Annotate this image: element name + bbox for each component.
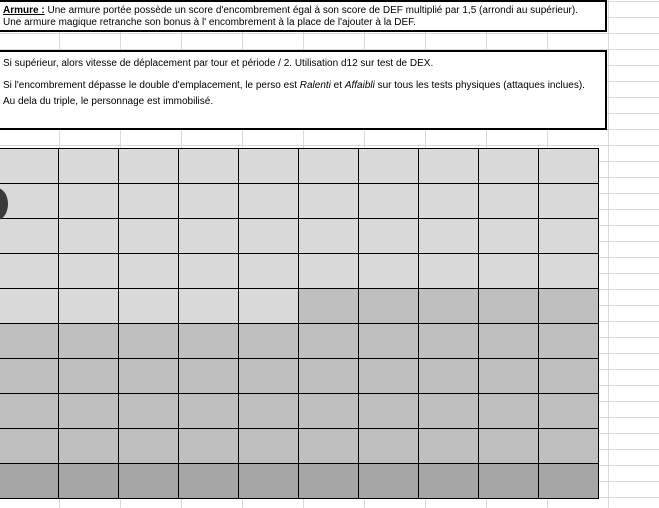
grid-cell[interactable] [119,429,179,464]
grid-cell[interactable] [119,254,179,289]
grid-cell[interactable] [119,219,179,254]
grid-cell[interactable] [359,289,419,324]
grid-cell[interactable] [299,429,359,464]
grid-cell[interactable] [59,464,119,499]
rule-double-text-c: sur tous les tests physiques (attaques inclues). [374,80,585,91]
grid-cell[interactable] [179,289,239,324]
grid-cell[interactable] [299,394,359,429]
grid-cell[interactable] [419,429,479,464]
encumbrance-rules-box[interactable] [0,50,607,130]
armor-line-1 [3,5,602,17]
armor-note-box[interactable] [0,0,607,32]
grid-cell[interactable] [479,254,539,289]
grid-cell[interactable] [479,429,539,464]
grid-cell[interactable] [239,184,299,219]
grid-cell[interactable] [539,324,599,359]
grid-cell[interactable] [299,219,359,254]
armor-label: Armure : [3,5,45,16]
grid-cell[interactable] [0,324,59,359]
grid-cell[interactable] [359,324,419,359]
grid-cell[interactable] [539,254,599,289]
rule-ralenti: Ralenti [299,80,331,91]
grid-cell[interactable] [119,289,179,324]
grid-cell[interactable] [419,219,479,254]
grid-cell[interactable] [479,184,539,219]
grid-cell[interactable] [179,219,239,254]
grid-cell[interactable] [239,219,299,254]
grid-cell[interactable] [539,289,599,324]
grid-cell[interactable] [539,219,599,254]
grid-cell[interactable] [0,289,59,324]
grid-cell[interactable] [0,464,59,499]
rule-speed: Si supérieur, alors vitesse de déplacement par tour et période / 2. Utilisation d12 sur test de DEX. [3,58,434,69]
grid-cell[interactable] [239,464,299,499]
grid-row [0,289,599,324]
grid-cell[interactable] [59,219,119,254]
grid-cell[interactable] [59,254,119,289]
grid-cell[interactable] [0,254,59,289]
grid-cell[interactable] [539,394,599,429]
grid-row [0,254,599,289]
grid-cell[interactable] [59,324,119,359]
grid-cell[interactable] [59,289,119,324]
grid-cell[interactable] [299,464,359,499]
grid-cell[interactable] [179,184,239,219]
grid-cell[interactable] [479,394,539,429]
grid-cell[interactable] [59,359,119,394]
grid-cell[interactable] [0,359,59,394]
grid-cell[interactable] [479,219,539,254]
grid-cell[interactable] [239,289,299,324]
grid-cell[interactable] [0,184,59,219]
grid-cell[interactable] [539,184,599,219]
grid-cell[interactable] [419,359,479,394]
grid-cell[interactable] [359,429,419,464]
grid-cell[interactable] [239,254,299,289]
grid-cell[interactable] [419,254,479,289]
grid-row [0,324,599,359]
grid-cell[interactable] [119,359,179,394]
grid-cell[interactable] [239,324,299,359]
grid-cell[interactable] [179,464,239,499]
grid-cell[interactable] [119,184,179,219]
grid-cell[interactable] [419,289,479,324]
grid-cell[interactable] [239,359,299,394]
grid-cell[interactable] [419,184,479,219]
grid-cell[interactable] [299,359,359,394]
grid-row [0,149,599,184]
grid-cell[interactable] [419,464,479,499]
grid-cell[interactable] [179,149,239,184]
grid-row [0,359,599,394]
grid-cell[interactable] [119,394,179,429]
grid-cell[interactable] [299,149,359,184]
grid-cell[interactable] [359,219,419,254]
grid-cell[interactable] [119,149,179,184]
grid-cell[interactable] [239,394,299,429]
grid-cell[interactable] [539,464,599,499]
grid-cell[interactable] [179,429,239,464]
grid-cell[interactable] [299,184,359,219]
grid-cell[interactable] [119,324,179,359]
grid-cell[interactable] [59,149,119,184]
grid-cell[interactable] [59,394,119,429]
grid-cell[interactable] [539,429,599,464]
grid-cell[interactable] [0,219,59,254]
grid-cell[interactable] [419,324,479,359]
grid-cell[interactable] [419,394,479,429]
grid-cell[interactable] [359,254,419,289]
rule-double-text-a: Si l'encombrement dépasse le double d'emplacement, le perso est [3,80,300,91]
encumbrance-grid [0,148,599,499]
grid-cell[interactable] [359,184,419,219]
grid-cell[interactable] [359,149,419,184]
grid-row [0,429,599,464]
grid-row [0,464,599,499]
grid-cell[interactable] [539,359,599,394]
grid-cell[interactable] [539,149,599,184]
grid-cell[interactable] [479,359,539,394]
grid-cell[interactable] [59,429,119,464]
grid-cell[interactable] [479,289,539,324]
grid-cell[interactable] [359,394,419,429]
grid-cell[interactable] [479,149,539,184]
rule-triple: Au dela du triple, le personnage est immobilisé. [3,96,214,107]
armor-text: Une armure portée possède un score d'encombrement égal à son score de DEF multiplié par 1,5 (arrondi au supérieur). [44,5,578,16]
grid-cell[interactable] [299,254,359,289]
grid-cell[interactable] [239,429,299,464]
grid-row [0,394,599,429]
grid-cell[interactable] [359,464,419,499]
grid-cell[interactable] [359,359,419,394]
grid-cell[interactable] [299,289,359,324]
grid-cell[interactable] [0,394,59,429]
armor-line-2: Une armure magique retranche son bonus à l' encombrement à la place de l'ajouter à la DEF. [3,17,416,28]
rule-double [3,80,602,92]
grid-cell[interactable] [479,464,539,499]
grid-row [0,184,599,219]
grid-cell[interactable] [179,254,239,289]
grid-cell[interactable] [59,184,119,219]
grid-cell[interactable] [179,324,239,359]
grid-cell[interactable] [179,394,239,429]
grid-cell[interactable] [119,464,179,499]
grid-cell[interactable] [299,324,359,359]
grid-cell[interactable] [0,149,59,184]
grid-cell[interactable] [239,149,299,184]
grid-cell[interactable] [0,429,59,464]
rule-affaibli: Affaibli [344,80,375,91]
grid-row [0,219,599,254]
grid-cell[interactable] [179,359,239,394]
grid-cell[interactable] [479,324,539,359]
rule-double-text-b: et [330,80,345,91]
grid-cell[interactable] [419,149,479,184]
